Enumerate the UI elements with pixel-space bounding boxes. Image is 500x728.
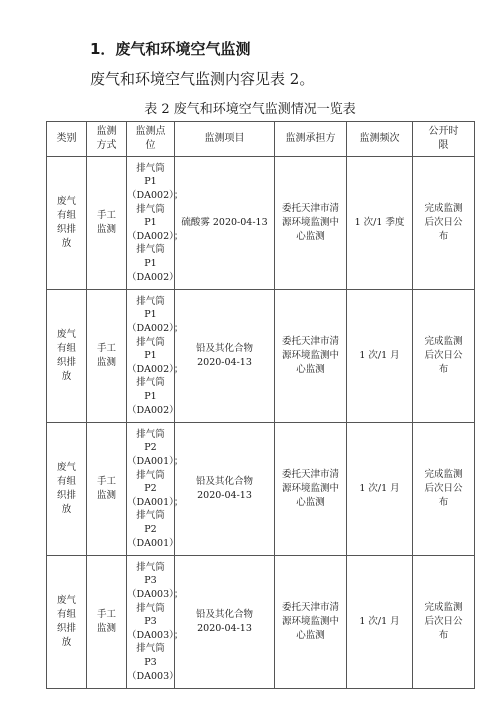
cell-disclosure: 完成监测 后次日公 布	[413, 157, 475, 290]
cell-disclosure: 完成监测 后次日公 布	[413, 290, 475, 423]
section-heading: 1．废气和环境空气监测	[90, 40, 251, 58]
cell-point: 排气筒 P3 （DA003）； 排气筒 P3 （DA003）； 排气筒 P3 （DA003）	[127, 556, 175, 689]
cell-point: 排气筒 P1 （DA002）； 排气筒 P1 （DA002）； 排气筒 P1 （DA002）	[127, 290, 175, 423]
table-caption: 表 2 废气和环境空气监测情况一览表	[144, 102, 356, 117]
cell-method: 手工 监测	[87, 556, 127, 689]
table-row	[47, 290, 475, 423]
cell-disclosure: 完成监测 后次日公 布	[413, 423, 475, 556]
cell-category: 废气 有组 织排 放	[47, 423, 87, 556]
cell-category: 废气 有组 织排 放	[47, 157, 87, 290]
table-header-row	[47, 122, 475, 157]
cell-provider: 委托天津市清 源环境监测中 心监测	[275, 157, 347, 290]
intro-text: 废气和环境空气监测内容见表 2。	[90, 70, 315, 88]
table-row	[47, 157, 475, 290]
cell-point: 排气筒 P1 （DA002）； 排气筒 P1 （DA002）； 排气筒 P1 （DA002）	[127, 157, 175, 290]
cell-frequency: 1 次/1 月	[347, 423, 413, 556]
header-frequency: 监测频次	[347, 122, 413, 157]
cell-point: 排气筒 P2 （DA001）； 排气筒 P2 （DA001）； 排气筒 P2 （DA001）	[127, 423, 175, 556]
cell-frequency: 1 次/1 季度	[347, 157, 413, 290]
cell-item: 铅及其化合物 2020-04-13	[175, 423, 275, 556]
header-point: 监测点 位	[127, 122, 175, 157]
table-row	[47, 556, 475, 689]
header-disclosure: 公开时 限	[413, 122, 475, 157]
cell-item: 铅及其化合物 2020-04-13	[175, 556, 275, 689]
cell-category: 废气 有组 织排 放	[47, 290, 87, 423]
cell-provider: 委托天津市清 源环境监测中 心监测	[275, 423, 347, 556]
cell-frequency: 1 次/1 月	[347, 556, 413, 689]
cell-item: 铅及其化合物 2020-04-13	[175, 290, 275, 423]
cell-disclosure: 完成监测 后次日公 布	[413, 556, 475, 689]
table-row	[47, 423, 475, 556]
header-category: 类别	[47, 122, 87, 157]
cell-item: 硫酸雾 2020-04-13	[175, 157, 275, 290]
cell-provider: 委托天津市清 源环境监测中 心监测	[275, 290, 347, 423]
cell-method: 手工 监测	[87, 157, 127, 290]
header-method: 监测 方式	[87, 122, 127, 157]
cell-provider: 委托天津市清 源环境监测中 心监测	[275, 556, 347, 689]
cell-method: 手工 监测	[87, 290, 127, 423]
header-provider: 监测承担方	[275, 122, 347, 157]
header-item: 监测项目	[175, 122, 275, 157]
monitoring-table	[46, 121, 475, 689]
cell-method: 手工 监测	[87, 423, 127, 556]
cell-category: 废气 有组 织排 放	[47, 556, 87, 689]
cell-frequency: 1 次/1 月	[347, 290, 413, 423]
